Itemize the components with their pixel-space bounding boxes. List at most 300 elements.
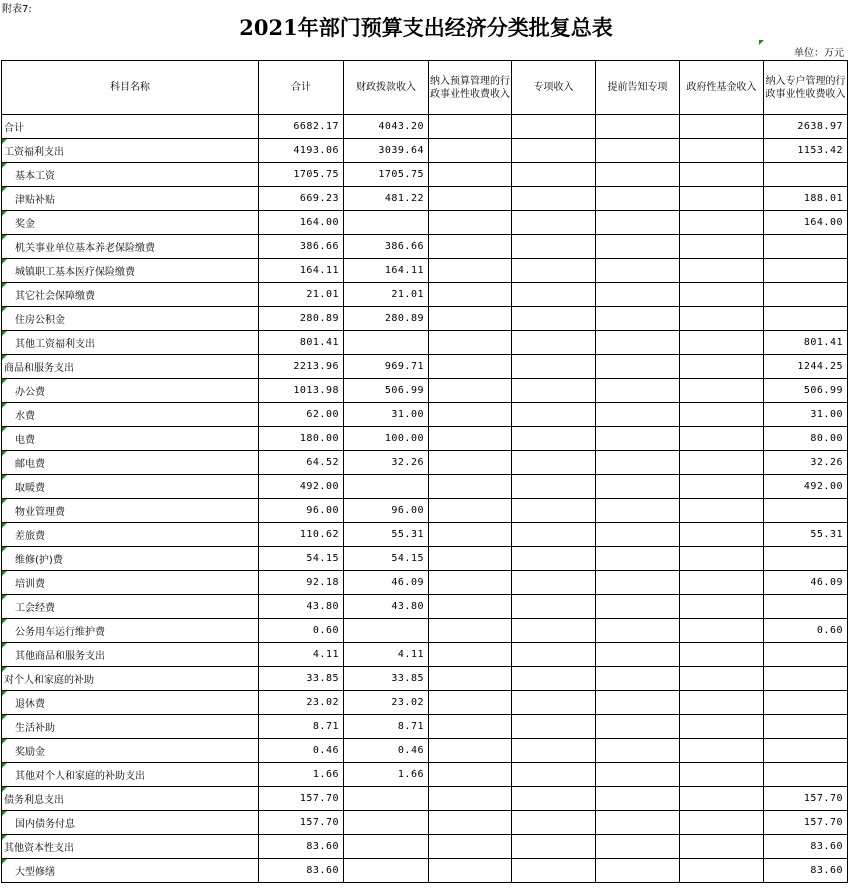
- column-header[interactable]: 政府性基金收入: [680, 61, 764, 115]
- value-cell[interactable]: [429, 667, 512, 691]
- value-cell[interactable]: 2213.96: [259, 355, 344, 379]
- value-cell[interactable]: [429, 835, 512, 859]
- row-name-cell[interactable]: [2, 379, 259, 403]
- value-cell[interactable]: [512, 115, 596, 139]
- value-cell[interactable]: [429, 187, 512, 211]
- value-cell[interactable]: [429, 763, 512, 787]
- row-name-cell[interactable]: [2, 235, 259, 259]
- value-cell[interactable]: [512, 355, 596, 379]
- value-cell[interactable]: [680, 475, 764, 499]
- table-row: [2, 355, 848, 379]
- table-row: [2, 691, 848, 715]
- value-cell[interactable]: [429, 307, 512, 331]
- column-header[interactable]: 纳入专户管理的行政事业性收费收入: [764, 61, 848, 115]
- row-name: 其他资本性支出: [4, 843, 74, 854]
- value-cell[interactable]: [764, 259, 848, 283]
- value-cell[interactable]: [596, 163, 680, 187]
- value-cell[interactable]: [429, 427, 512, 451]
- row-name: 商品和服务支出: [4, 363, 74, 374]
- table-row: [2, 643, 848, 667]
- value-cell[interactable]: 4043.20: [344, 115, 429, 139]
- value-cell[interactable]: 54.15: [344, 547, 429, 571]
- value-cell[interactable]: [429, 523, 512, 547]
- value-cell[interactable]: [596, 355, 680, 379]
- value-cell[interactable]: 1244.25: [764, 355, 848, 379]
- table-row: [2, 403, 848, 427]
- row-name-cell[interactable]: [2, 187, 259, 211]
- value-cell[interactable]: [680, 811, 764, 835]
- row-name-cell[interactable]: [2, 211, 259, 235]
- value-cell[interactable]: 3039.64: [344, 139, 429, 163]
- value-cell[interactable]: [429, 643, 512, 667]
- value-cell[interactable]: [764, 691, 848, 715]
- value-cell[interactable]: 21.01: [259, 283, 344, 307]
- value-cell[interactable]: 55.31: [344, 523, 429, 547]
- cell-marker-icon: [2, 763, 7, 768]
- value-cell[interactable]: [512, 667, 596, 691]
- value-cell[interactable]: [512, 571, 596, 595]
- row-name-cell[interactable]: [2, 451, 259, 475]
- value-cell[interactable]: [429, 139, 512, 163]
- value-cell[interactable]: 0.46: [259, 739, 344, 763]
- value-cell[interactable]: 23.02: [344, 691, 429, 715]
- value-cell[interactable]: [596, 739, 680, 763]
- value-cell[interactable]: [512, 283, 596, 307]
- value-cell[interactable]: [680, 523, 764, 547]
- value-cell[interactable]: [344, 811, 429, 835]
- value-cell[interactable]: 31.00: [344, 403, 429, 427]
- value-cell[interactable]: 157.70: [259, 787, 344, 811]
- value-cell[interactable]: 0.46: [344, 739, 429, 763]
- value-cell[interactable]: 969.71: [344, 355, 429, 379]
- value-cell[interactable]: [680, 403, 764, 427]
- value-cell[interactable]: [764, 283, 848, 307]
- value-cell[interactable]: 83.60: [259, 835, 344, 859]
- row-name-cell[interactable]: [2, 475, 259, 499]
- value-cell[interactable]: [680, 859, 764, 883]
- value-cell[interactable]: [680, 787, 764, 811]
- value-cell[interactable]: [596, 691, 680, 715]
- value-cell[interactable]: [512, 259, 596, 283]
- value-cell[interactable]: [512, 595, 596, 619]
- value-cell[interactable]: [680, 331, 764, 355]
- row-name-cell[interactable]: [2, 859, 259, 883]
- value-cell[interactable]: 801.41: [259, 331, 344, 355]
- value-cell[interactable]: 801.41: [764, 331, 848, 355]
- value-cell[interactable]: [680, 235, 764, 259]
- value-cell[interactable]: [596, 115, 680, 139]
- value-cell[interactable]: 1705.75: [344, 163, 429, 187]
- table-row: [2, 379, 848, 403]
- value-cell[interactable]: [680, 835, 764, 859]
- value-cell[interactable]: 280.89: [259, 307, 344, 331]
- table-row: [2, 715, 848, 739]
- cell-marker-icon: [2, 331, 7, 336]
- row-name-cell[interactable]: [2, 667, 259, 691]
- value-cell[interactable]: [429, 451, 512, 475]
- cell-marker-icon: [2, 571, 7, 576]
- value-cell[interactable]: [596, 403, 680, 427]
- value-cell[interactable]: 1705.75: [259, 163, 344, 187]
- row-name-cell[interactable]: [2, 523, 259, 547]
- row-name: 差旅费: [15, 531, 45, 542]
- value-cell[interactable]: [596, 547, 680, 571]
- value-cell[interactable]: 481.22: [344, 187, 429, 211]
- cell-marker-icon: [2, 427, 7, 432]
- value-cell[interactable]: [512, 427, 596, 451]
- value-cell[interactable]: 164.11: [259, 259, 344, 283]
- value-cell[interactable]: [429, 595, 512, 619]
- value-cell[interactable]: [680, 163, 764, 187]
- value-cell[interactable]: [596, 643, 680, 667]
- value-cell[interactable]: [344, 331, 429, 355]
- cell-marker-icon: [2, 499, 7, 504]
- cell-marker-icon: [2, 619, 7, 624]
- value-cell[interactable]: [344, 619, 429, 643]
- value-cell[interactable]: [680, 187, 764, 211]
- value-cell[interactable]: [596, 379, 680, 403]
- row-name-cell[interactable]: [2, 619, 259, 643]
- value-cell[interactable]: 280.89: [344, 307, 429, 331]
- value-cell[interactable]: [596, 619, 680, 643]
- value-cell[interactable]: [680, 691, 764, 715]
- row-name-cell[interactable]: [2, 283, 259, 307]
- value-cell[interactable]: [429, 811, 512, 835]
- value-cell[interactable]: 31.00: [764, 403, 848, 427]
- value-cell[interactable]: [680, 451, 764, 475]
- value-cell[interactable]: [596, 307, 680, 331]
- value-cell[interactable]: [680, 547, 764, 571]
- value-cell[interactable]: [680, 139, 764, 163]
- value-cell[interactable]: 110.62: [259, 523, 344, 547]
- row-name-cell[interactable]: [2, 691, 259, 715]
- value-cell[interactable]: [680, 643, 764, 667]
- cell-marker-icon: [2, 667, 7, 672]
- value-cell[interactable]: [764, 739, 848, 763]
- value-cell[interactable]: 1.66: [344, 763, 429, 787]
- value-cell[interactable]: [680, 739, 764, 763]
- value-cell[interactable]: [429, 547, 512, 571]
- table-row: [2, 163, 848, 187]
- table-row: [2, 523, 848, 547]
- value-cell[interactable]: [596, 475, 680, 499]
- value-cell[interactable]: [512, 715, 596, 739]
- value-cell[interactable]: [596, 571, 680, 595]
- value-cell[interactable]: [429, 619, 512, 643]
- value-cell[interactable]: [344, 787, 429, 811]
- value-cell[interactable]: [344, 475, 429, 499]
- value-cell[interactable]: 164.00: [764, 211, 848, 235]
- table-row: [2, 619, 848, 643]
- value-cell[interactable]: [596, 859, 680, 883]
- value-cell[interactable]: [596, 835, 680, 859]
- value-cell[interactable]: [680, 211, 764, 235]
- value-cell[interactable]: [596, 523, 680, 547]
- value-cell[interactable]: [596, 211, 680, 235]
- row-name-cell[interactable]: [2, 643, 259, 667]
- value-cell[interactable]: [596, 499, 680, 523]
- value-cell[interactable]: 92.18: [259, 571, 344, 595]
- value-cell[interactable]: 62.00: [259, 403, 344, 427]
- row-name-cell[interactable]: [2, 811, 259, 835]
- value-cell[interactable]: [596, 427, 680, 451]
- value-cell[interactable]: [512, 379, 596, 403]
- value-cell[interactable]: [764, 499, 848, 523]
- value-cell[interactable]: [344, 211, 429, 235]
- value-cell[interactable]: 157.70: [764, 811, 848, 835]
- value-cell[interactable]: [680, 595, 764, 619]
- value-cell[interactable]: [512, 763, 596, 787]
- value-cell[interactable]: [429, 403, 512, 427]
- value-cell[interactable]: [596, 187, 680, 211]
- value-cell[interactable]: 157.70: [259, 811, 344, 835]
- value-cell[interactable]: [680, 499, 764, 523]
- value-cell[interactable]: [596, 331, 680, 355]
- value-cell[interactable]: [512, 331, 596, 355]
- value-cell[interactable]: [512, 859, 596, 883]
- value-cell[interactable]: [429, 211, 512, 235]
- value-cell[interactable]: 100.00: [344, 427, 429, 451]
- value-cell[interactable]: [512, 787, 596, 811]
- value-cell[interactable]: 23.02: [259, 691, 344, 715]
- value-cell[interactable]: 164.11: [344, 259, 429, 283]
- value-cell[interactable]: 4.11: [344, 643, 429, 667]
- value-cell[interactable]: [764, 307, 848, 331]
- value-cell[interactable]: [344, 859, 429, 883]
- value-cell[interactable]: [680, 115, 764, 139]
- value-cell[interactable]: 54.15: [259, 547, 344, 571]
- value-cell[interactable]: 8.71: [344, 715, 429, 739]
- value-cell[interactable]: [429, 115, 512, 139]
- value-cell[interactable]: [512, 643, 596, 667]
- value-cell[interactable]: [764, 595, 848, 619]
- value-cell[interactable]: 46.09: [764, 571, 848, 595]
- row-name: 住房公积金: [15, 315, 65, 326]
- value-cell[interactable]: 80.00: [764, 427, 848, 451]
- value-cell[interactable]: [429, 163, 512, 187]
- value-cell[interactable]: [512, 523, 596, 547]
- value-cell[interactable]: 43.80: [344, 595, 429, 619]
- row-name-cell[interactable]: [2, 763, 259, 787]
- value-cell[interactable]: [764, 547, 848, 571]
- value-cell[interactable]: 669.23: [259, 187, 344, 211]
- value-cell[interactable]: [680, 763, 764, 787]
- table-row: [2, 859, 848, 883]
- value-cell[interactable]: [429, 259, 512, 283]
- column-header[interactable]: 专项收入: [512, 61, 596, 115]
- value-cell[interactable]: [429, 283, 512, 307]
- value-cell[interactable]: [429, 379, 512, 403]
- value-cell[interactable]: [596, 763, 680, 787]
- value-cell[interactable]: [512, 475, 596, 499]
- value-cell[interactable]: [680, 667, 764, 691]
- row-name-cell[interactable]: [2, 163, 259, 187]
- value-cell[interactable]: [680, 283, 764, 307]
- value-cell[interactable]: 0.60: [764, 619, 848, 643]
- value-cell[interactable]: [764, 643, 848, 667]
- value-cell[interactable]: 32.26: [764, 451, 848, 475]
- value-cell[interactable]: 33.85: [259, 667, 344, 691]
- value-cell[interactable]: [429, 355, 512, 379]
- value-cell[interactable]: [596, 259, 680, 283]
- value-cell[interactable]: [680, 715, 764, 739]
- row-name-cell[interactable]: [2, 499, 259, 523]
- value-cell[interactable]: [512, 811, 596, 835]
- value-cell[interactable]: [764, 163, 848, 187]
- row-name-cell[interactable]: [2, 259, 259, 283]
- value-cell[interactable]: [512, 187, 596, 211]
- row-name-cell[interactable]: [2, 355, 259, 379]
- row-name-cell[interactable]: [2, 307, 259, 331]
- row-name: 城镇职工基本医疗保险缴费: [15, 267, 135, 278]
- row-name-cell[interactable]: [2, 787, 259, 811]
- value-cell[interactable]: [429, 475, 512, 499]
- value-cell[interactable]: 46.09: [344, 571, 429, 595]
- value-cell[interactable]: 96.00: [344, 499, 429, 523]
- value-cell[interactable]: 1153.42: [764, 139, 848, 163]
- value-cell[interactable]: [764, 667, 848, 691]
- value-cell[interactable]: [429, 691, 512, 715]
- value-cell[interactable]: [429, 787, 512, 811]
- row-name: 工资福利支出: [4, 147, 64, 158]
- value-cell[interactable]: [344, 835, 429, 859]
- row-name: 工会经费: [15, 603, 55, 614]
- value-cell[interactable]: [429, 571, 512, 595]
- value-cell[interactable]: 83.60: [764, 835, 848, 859]
- value-cell[interactable]: [429, 499, 512, 523]
- value-cell[interactable]: [512, 835, 596, 859]
- column-header[interactable]: 纳入预算管理的行政事业性收费收入: [429, 61, 512, 115]
- value-cell[interactable]: [512, 451, 596, 475]
- table-header-row: [2, 61, 848, 115]
- table-row: [2, 811, 848, 835]
- cell-marker-icon: [2, 643, 7, 648]
- value-cell[interactable]: 386.66: [344, 235, 429, 259]
- value-cell[interactable]: [596, 811, 680, 835]
- value-cell[interactable]: [596, 235, 680, 259]
- row-name: 机关事业单位基本养老保险缴费: [15, 243, 155, 254]
- row-name-cell[interactable]: [2, 427, 259, 451]
- value-cell[interactable]: 506.99: [764, 379, 848, 403]
- value-cell[interactable]: 188.01: [764, 187, 848, 211]
- value-cell[interactable]: 8.71: [259, 715, 344, 739]
- value-cell[interactable]: [680, 379, 764, 403]
- value-cell[interactable]: [429, 331, 512, 355]
- value-cell[interactable]: [596, 451, 680, 475]
- value-cell[interactable]: 492.00: [764, 475, 848, 499]
- value-cell[interactable]: 43.80: [259, 595, 344, 619]
- value-cell[interactable]: 157.70: [764, 787, 848, 811]
- value-cell[interactable]: [680, 571, 764, 595]
- value-cell[interactable]: 96.00: [259, 499, 344, 523]
- value-cell[interactable]: 83.60: [259, 859, 344, 883]
- row-name-cell[interactable]: [2, 331, 259, 355]
- value-cell[interactable]: [680, 355, 764, 379]
- value-cell[interactable]: [429, 859, 512, 883]
- row-name-cell[interactable]: [2, 739, 259, 763]
- column-header[interactable]: 合计: [259, 61, 344, 115]
- value-cell[interactable]: [596, 715, 680, 739]
- row-name-cell[interactable]: [2, 715, 259, 739]
- value-cell[interactable]: [512, 163, 596, 187]
- value-cell[interactable]: [429, 715, 512, 739]
- value-cell[interactable]: 386.66: [259, 235, 344, 259]
- value-cell[interactable]: [596, 283, 680, 307]
- table-row: [2, 307, 848, 331]
- value-cell[interactable]: 64.52: [259, 451, 344, 475]
- value-cell[interactable]: [512, 139, 596, 163]
- value-cell[interactable]: [512, 403, 596, 427]
- cell-marker-icon: [2, 187, 7, 192]
- cell-marker-icon: [2, 259, 7, 264]
- value-cell[interactable]: 164.00: [259, 211, 344, 235]
- value-cell[interactable]: [512, 499, 596, 523]
- value-cell[interactable]: 1013.98: [259, 379, 344, 403]
- row-name-cell[interactable]: [2, 115, 259, 139]
- value-cell[interactable]: [596, 667, 680, 691]
- row-name-cell[interactable]: [2, 139, 259, 163]
- value-cell[interactable]: [764, 235, 848, 259]
- row-name-cell[interactable]: [2, 547, 259, 571]
- value-cell[interactable]: [680, 307, 764, 331]
- row-name: 合计: [4, 123, 24, 134]
- value-cell[interactable]: 4193.06: [259, 139, 344, 163]
- table-body: [2, 115, 848, 883]
- value-cell[interactable]: 6682.17: [259, 115, 344, 139]
- value-cell[interactable]: 180.00: [259, 427, 344, 451]
- value-cell[interactable]: [512, 211, 596, 235]
- row-name-cell[interactable]: [2, 595, 259, 619]
- row-name-cell[interactable]: [2, 571, 259, 595]
- row-name-cell[interactable]: [2, 403, 259, 427]
- value-cell[interactable]: 1.66: [259, 763, 344, 787]
- value-cell[interactable]: 55.31: [764, 523, 848, 547]
- value-cell[interactable]: 33.85: [344, 667, 429, 691]
- value-cell[interactable]: [596, 139, 680, 163]
- value-cell[interactable]: [764, 763, 848, 787]
- value-cell[interactable]: [680, 619, 764, 643]
- cell-marker-icon: [2, 811, 7, 816]
- value-cell[interactable]: 4.11: [259, 643, 344, 667]
- value-cell[interactable]: [512, 547, 596, 571]
- value-cell[interactable]: 32.26: [344, 451, 429, 475]
- column-header[interactable]: 提前告知专项: [596, 61, 680, 115]
- value-cell[interactable]: [680, 259, 764, 283]
- value-cell[interactable]: 83.60: [764, 859, 848, 883]
- table-row: [2, 667, 848, 691]
- value-cell[interactable]: 0.60: [259, 619, 344, 643]
- value-cell[interactable]: [429, 739, 512, 763]
- value-cell[interactable]: [596, 787, 680, 811]
- column-header[interactable]: 科目名称: [2, 61, 259, 115]
- row-name: 国内债务付息: [15, 819, 75, 830]
- value-cell[interactable]: 506.99: [344, 379, 429, 403]
- value-cell[interactable]: [512, 235, 596, 259]
- value-cell[interactable]: [596, 595, 680, 619]
- value-cell[interactable]: [764, 715, 848, 739]
- value-cell[interactable]: 492.00: [259, 475, 344, 499]
- value-cell[interactable]: 21.01: [344, 283, 429, 307]
- value-cell[interactable]: [429, 235, 512, 259]
- row-name-cell[interactable]: [2, 835, 259, 859]
- value-cell[interactable]: [512, 691, 596, 715]
- value-cell[interactable]: [680, 427, 764, 451]
- value-cell[interactable]: 2638.97: [764, 115, 848, 139]
- column-header[interactable]: 财政拨款收入: [344, 61, 429, 115]
- value-cell[interactable]: [512, 739, 596, 763]
- value-cell[interactable]: [512, 619, 596, 643]
- value-cell[interactable]: [512, 307, 596, 331]
